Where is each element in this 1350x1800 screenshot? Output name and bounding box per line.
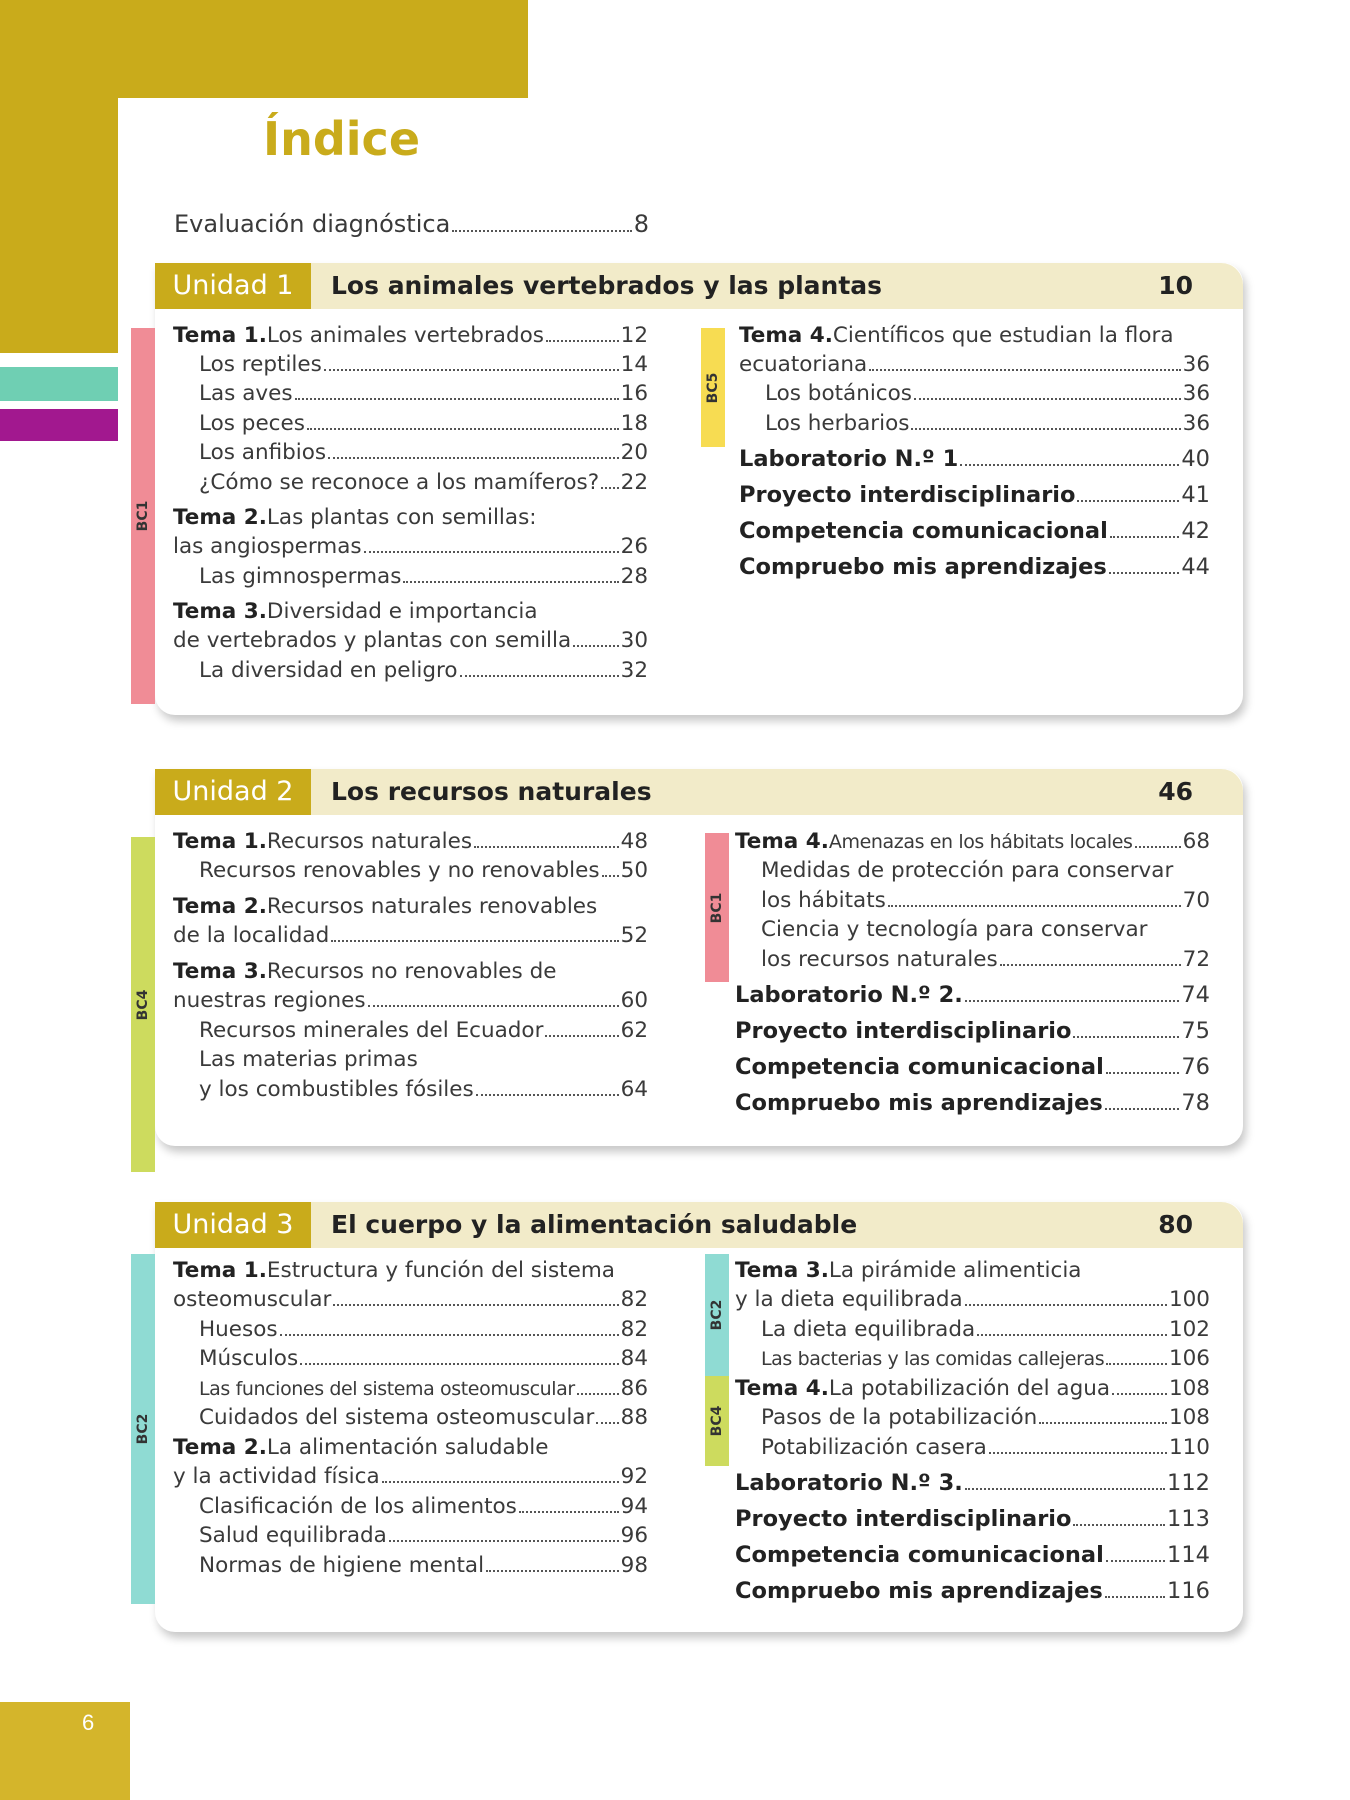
toc-entry[interactable]: nuestras regiones 60 [173, 988, 648, 1013]
unit-label: Unidad 2 [155, 769, 311, 815]
toc-entry[interactable]: Las materias primas [199, 1047, 418, 1072]
toc-entry[interactable]: Tema 1. Estructura y función del sistema [173, 1258, 615, 1283]
toc-entry[interactable]: Tema 4. La potabilización del agua 108 [735, 1376, 1210, 1401]
toc-entry[interactable]: Músculos 84 [199, 1346, 648, 1371]
page-title: Índice [263, 112, 421, 166]
page-number: 6 [82, 1710, 95, 1735]
toc-entry[interactable]: Tema 2. Recursos naturales renovables [173, 894, 598, 919]
decor-purple-stripe [0, 409, 118, 441]
toc-entry[interactable]: Tema 3. Recursos no renovables de [173, 959, 557, 984]
unit-title[interactable]: Los animales vertebrados y las plantas [331, 271, 883, 300]
toc-entry-diagnostic[interactable] [174, 210, 649, 238]
toc-entry[interactable]: Compruebo mis aprendizajes 44 [739, 554, 1210, 580]
toc-entry[interactable]: Cuidados del sistema osteomuscular 88 [199, 1405, 648, 1430]
toc-entry[interactable]: Salud equilibrada 96 [199, 1523, 648, 1548]
block-tag-bc1: BC1 [131, 328, 155, 704]
toc-entry[interactable]: Las bacterias y las comidas callejeras 106 [761, 1346, 1210, 1371]
toc-entry[interactable]: Tema 2. La alimentación saludable [173, 1435, 549, 1460]
toc-entry[interactable]: Ciencia y tecnología para conservar [761, 917, 1148, 942]
block-tag-bc4: BC4 [705, 1376, 729, 1466]
toc-entry[interactable]: Los botánicos 36 [765, 381, 1210, 406]
toc-entry[interactable]: Las aves 16 [199, 381, 648, 406]
toc-entry[interactable]: y los combustibles fósiles 64 [199, 1077, 648, 1102]
toc-entry[interactable]: Potabilización casera 110 [761, 1435, 1210, 1460]
toc-entry[interactable]: Medidas de protección para conservar [761, 858, 1174, 883]
toc-entry[interactable]: Tema 4. Amenazas en los hábitats locales 68 [735, 829, 1210, 854]
unit-title[interactable]: El cuerpo y la alimentación saludable [331, 1210, 858, 1239]
toc-entry[interactable]: Normas de higiene mental 98 [199, 1553, 648, 1578]
toc-entry[interactable]: de la localidad 52 [173, 923, 648, 948]
toc-entry[interactable]: ecuatoriana 36 [739, 352, 1210, 377]
toc-entry[interactable]: Las funciones del sistema osteomuscular 86 [199, 1376, 648, 1401]
toc-entry[interactable]: y la actividad física 92 [173, 1464, 648, 1489]
toc-entry[interactable]: ¿Cómo se reconoce a los mamíferos? 22 [199, 470, 648, 495]
toc-entry[interactable]: de vertebrados y plantas con semilla 30 [173, 628, 648, 653]
toc-entry[interactable]: Laboratorio N.º 1 40 [739, 446, 1210, 472]
unit-label: Unidad 1 [155, 263, 311, 309]
toc-entry[interactable]: los hábitats 70 [761, 888, 1210, 913]
toc-entry[interactable]: Proyecto interdisciplinario 75 [735, 1018, 1210, 1044]
unit-page: 80 [1158, 1210, 1193, 1239]
unit-label: Unidad 3 [155, 1202, 311, 1248]
block-tag-bc2: BC2 [705, 1254, 729, 1376]
toc-entry[interactable]: Competencia comunicacional 114 [735, 1542, 1210, 1568]
toc-entry[interactable]: Laboratorio N.º 3. 112 [735, 1470, 1210, 1496]
toc-entry[interactable]: Competencia comunicacional 42 [739, 518, 1210, 544]
toc-entry[interactable]: La diversidad en peligro 32 [199, 658, 648, 683]
toc-entry[interactable]: Los reptiles 14 [199, 352, 648, 377]
toc-entry[interactable]: Las gimnospermas 28 [199, 564, 648, 589]
toc-entry[interactable]: Recursos renovables y no renovables 50 [199, 858, 648, 883]
toc-entry[interactable]: Recursos minerales del Ecuador 62 [199, 1018, 648, 1043]
block-tag-bc1: BC1 [705, 833, 729, 982]
toc-entry[interactable]: Huesos 82 [199, 1317, 648, 1342]
toc-entry[interactable]: Pasos de la potabilización 108 [761, 1405, 1210, 1430]
toc-entry[interactable]: La dieta equilibrada 102 [761, 1317, 1210, 1342]
dot-leader [452, 230, 631, 232]
unit-header [155, 263, 1243, 309]
block-tag-bc4: BC4 [131, 837, 155, 1172]
toc-entry[interactable]: Tema 4. Científicos que estudian la flora [739, 323, 1174, 348]
toc-entry[interactable]: Tema 3. Diversidad e importancia [173, 599, 538, 624]
entry-label: Evaluación diagnóstica [174, 210, 451, 238]
toc-entry[interactable]: Clasificación de los alimentos 94 [199, 1494, 648, 1519]
toc-entry[interactable]: Proyecto interdisciplinario 113 [735, 1506, 1210, 1532]
entry-page: 8 [633, 210, 649, 238]
toc-entry[interactable]: Los anfibios 20 [199, 440, 648, 465]
toc-entry[interactable]: Tema 1. Recursos naturales 48 [173, 829, 648, 854]
toc-entry[interactable]: Compruebo mis aprendizajes 78 [735, 1090, 1210, 1116]
toc-entry[interactable]: Los herbarios 36 [765, 411, 1210, 436]
unit-title[interactable]: Los recursos naturales [331, 777, 652, 806]
toc-entry[interactable]: las angiospermas 26 [173, 534, 648, 559]
unit-header [155, 1202, 1243, 1248]
block-tag-bc2: BC2 [131, 1254, 155, 1604]
toc-entry[interactable]: Compruebo mis aprendizajes 116 [735, 1578, 1210, 1604]
block-tag-bc5: BC5 [701, 328, 725, 447]
decor-teal-stripe [0, 367, 118, 401]
toc-entry[interactable]: Tema 3. La pirámide alimenticia [735, 1258, 1082, 1283]
toc-entry[interactable]: Tema 1. Los animales vertebrados 12 [173, 323, 648, 348]
decor-gold-side [0, 0, 118, 353]
unit-page: 10 [1158, 271, 1193, 300]
toc-entry[interactable]: osteomuscular 82 [173, 1287, 648, 1312]
toc-entry[interactable]: los recursos naturales 72 [761, 947, 1210, 972]
toc-entry[interactable]: Los peces 18 [199, 411, 648, 436]
toc-entry[interactable]: Tema 2. Las plantas con semillas: [173, 505, 537, 530]
toc-entry[interactable]: Proyecto interdisciplinario 41 [739, 482, 1210, 508]
toc-entry[interactable]: Competencia comunicacional 76 [735, 1054, 1210, 1080]
unit-page: 46 [1158, 777, 1193, 806]
toc-entry[interactable]: y la dieta equilibrada 100 [735, 1287, 1210, 1312]
toc-entry[interactable]: Laboratorio N.º 2. 74 [735, 982, 1210, 1008]
unit-header [155, 769, 1243, 815]
